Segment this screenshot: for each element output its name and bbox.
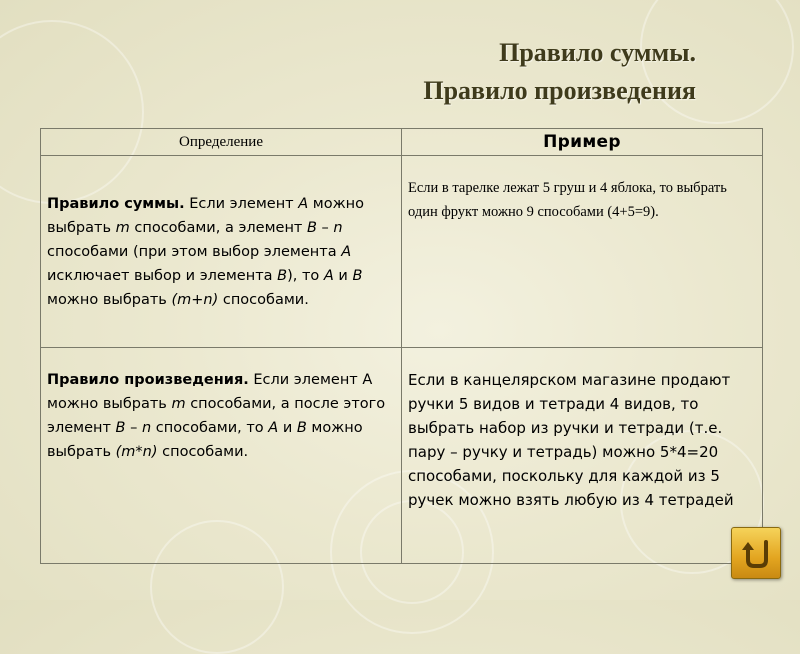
definition-text: – (316, 219, 334, 236)
definition-text: способами (при этом выбор элемента (47, 243, 342, 260)
table-row-product-rule (41, 348, 763, 564)
header-definition: Определение (41, 129, 402, 156)
variable: В (352, 267, 363, 284)
definition-text: способами, а элемент (129, 219, 307, 236)
definition-text: способами. (218, 291, 309, 308)
definition-text: и (333, 267, 353, 284)
variable: n (333, 219, 343, 236)
variable: А (341, 243, 352, 260)
slide-title-line1: Правило суммы. (499, 38, 696, 67)
table-header-row (41, 129, 763, 156)
variable: (m*n) (115, 444, 158, 460)
definition-text: способами, а после этого элемент (47, 396, 386, 436)
variable: n (141, 420, 152, 436)
sum-rule-label: Правило суммы. (47, 195, 185, 212)
product-rule-label: Правило произведения. (47, 372, 249, 388)
definition-text: ), то (287, 267, 324, 284)
sum-rule-definition (41, 156, 402, 348)
variable: В (296, 420, 307, 436)
rules-table (40, 128, 763, 564)
definition-text: Если элемент (184, 195, 299, 212)
definition-text: исключает выбор и элемента (47, 267, 278, 284)
variable: В (115, 420, 126, 436)
variable: m (115, 219, 130, 236)
return-arrow-icon (740, 536, 772, 570)
header-example: Пример (402, 129, 763, 156)
variable: А (323, 267, 334, 284)
variable: А (298, 195, 309, 212)
table-row-sum-rule (41, 156, 763, 348)
definition-text: способами. (157, 444, 249, 460)
product-rule-definition (41, 348, 402, 564)
definition-text: можно выбрать (47, 291, 172, 308)
variable: А (268, 420, 279, 436)
variable: m (171, 396, 186, 412)
product-rule-example: Если в канцелярском магазине продают ручки 5 видов и тетради 4 видов, то выбрать набор из ручки и тетради (т.е. пару – ручку и тетрадь) можно 5*4=20 способами, поскольку для каждой из 5 ручек можно взять любую из 4 тетрадей (402, 348, 763, 564)
variable: В (277, 267, 288, 284)
variable: В (307, 219, 317, 236)
definition-text: можно выбрать (47, 420, 363, 460)
definition-text: – (125, 420, 142, 436)
sum-rule-example: Если в тарелке лежат 5 груш и 4 яблока, то выбрать один фрукт можно 9 способами (4+5=9). (402, 156, 763, 348)
definition-text: можно выбрать (47, 195, 364, 236)
definition-text: способами, то (151, 420, 269, 436)
definition-text: и (278, 420, 297, 436)
slide-title-line2: Правило произведения (423, 76, 696, 105)
return-button[interactable] (731, 527, 781, 579)
definition-text: Если элемент А можно выбрать (47, 372, 373, 412)
variable: (m+n) (171, 291, 219, 308)
